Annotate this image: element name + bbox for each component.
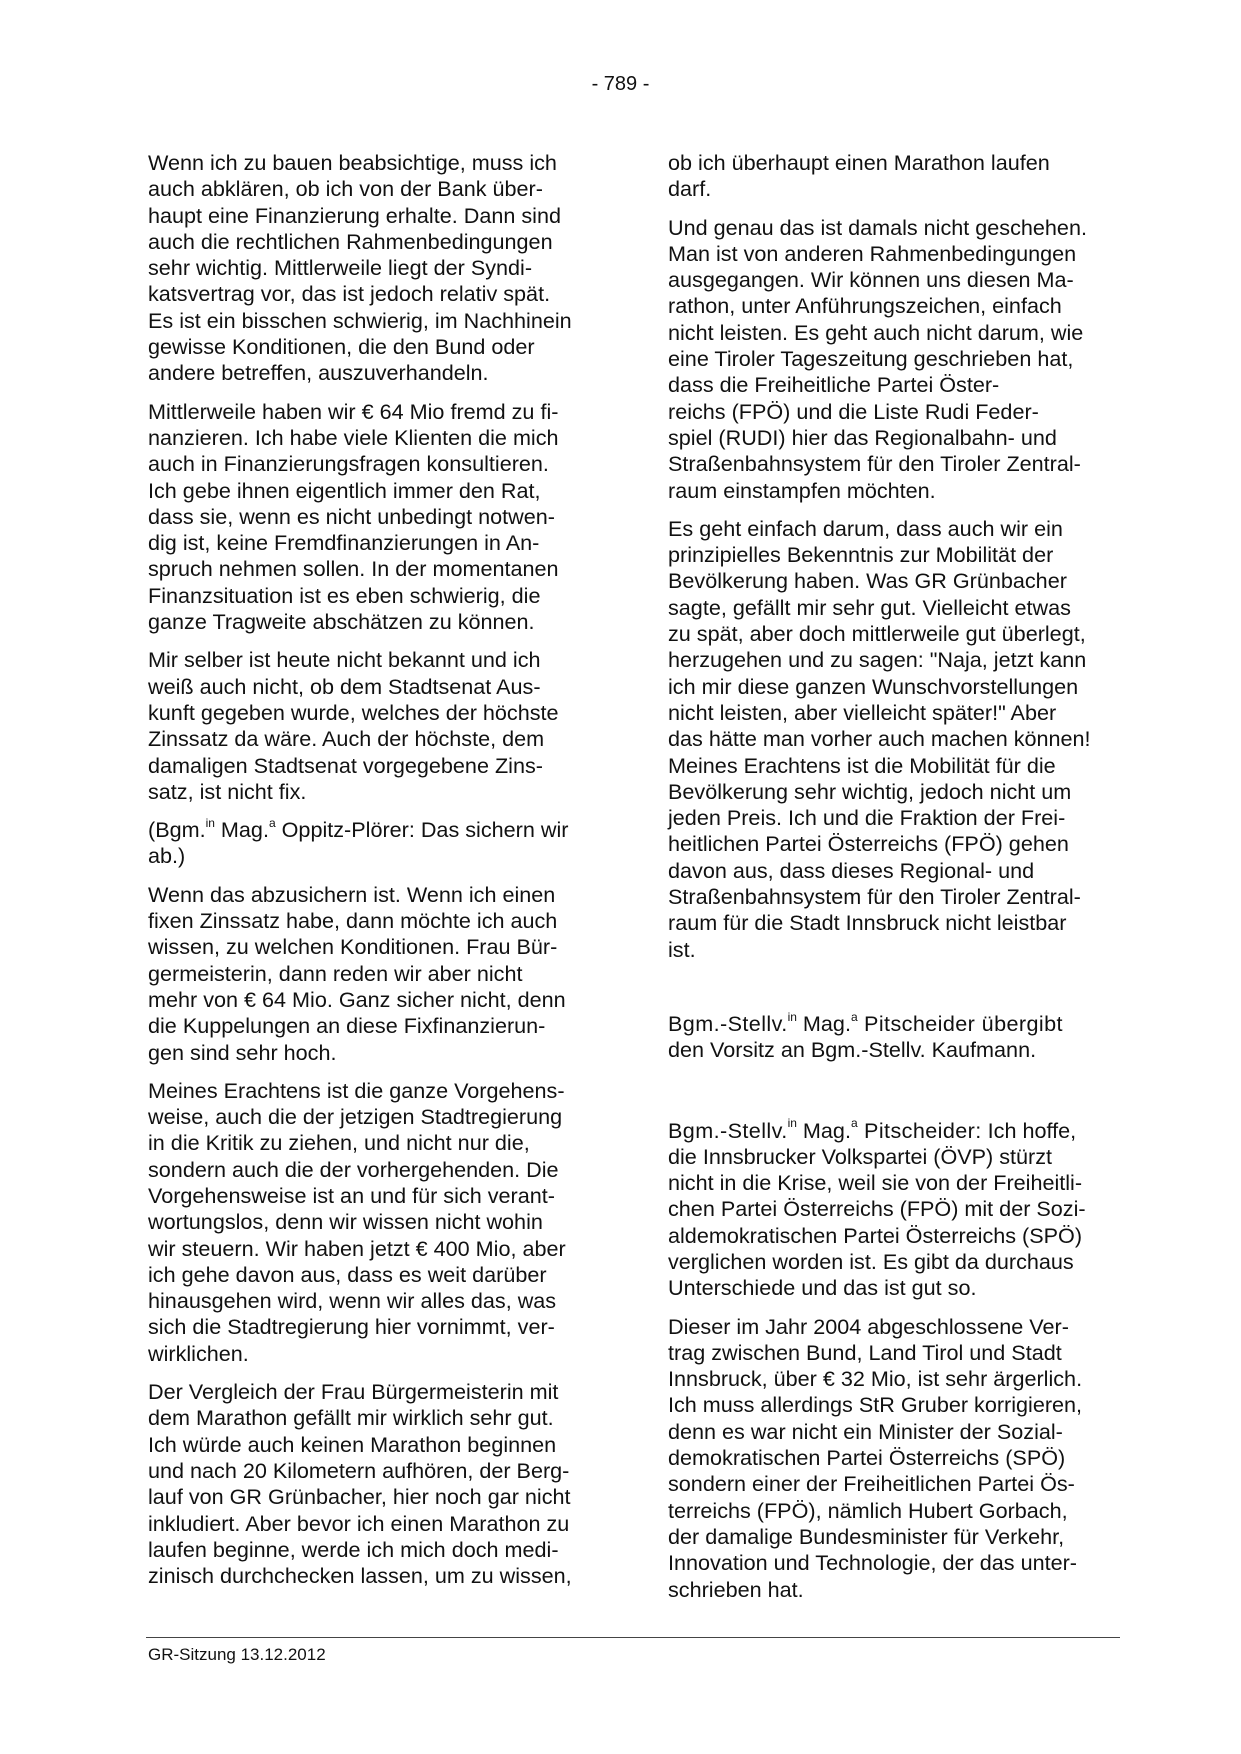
text-line: weise, auch die der jetzigen Stadtregierung [148, 1104, 563, 1130]
text-line: wissen, zu welchen Konditionen. Frau Bür- [148, 934, 558, 960]
text-line: ob ich überhaupt einen Marathon laufen [668, 150, 1050, 175]
text-line: lauf von GR Grünbacher, hier noch gar nicht [148, 1484, 571, 1510]
text-line: das hätte man vorher auch machen können! [668, 726, 1091, 752]
text-line: und nach 20 Kilometern aufhören, der Berg- [148, 1457, 570, 1483]
text-line: Wenn ich zu bauen beabsichtige, muss ich [148, 150, 557, 175]
text-line: spruch nehmen sollen. In der momentanen [148, 556, 559, 582]
text-line: Mir selber ist heute nicht bekannt und ich [148, 647, 541, 673]
text-line: heitlichen Partei Österreichs (FPÖ) gehen [668, 831, 1069, 857]
text-line: auch in Finanzierungsfragen konsultieren. [148, 451, 549, 477]
text-line: nicht leisten. Es geht auch nicht darum, wie [668, 319, 1084, 345]
text-line: verglichen worden ist. Es gibt da durchaus [668, 1248, 1074, 1274]
text-line: inkludiert. Aber bevor ich einen Marathon zu [148, 1510, 570, 1536]
text-line: eine Tiroler Tageszeitung geschrieben hat, [668, 346, 1074, 372]
paragraph [148, 150, 608, 387]
text-line: ausgegangen. Wir können uns diesen Ma- [668, 267, 1074, 293]
text-line: hinausgehen wird, wenn wir alles das, was [148, 1288, 557, 1314]
chair-handover-note [668, 1011, 1128, 1064]
text-line: Finanzsituation ist es eben schwierig, die [148, 582, 541, 608]
left-column [148, 150, 608, 1601]
speaker-title: Bgm.-Stellv. [668, 1117, 788, 1143]
speaker-title: Bgm.-Stellv. [668, 1010, 788, 1036]
text-line: Bevölkerung sehr wichtig, jedoch nicht um [668, 778, 1072, 804]
speaker-name: Pitscheider: [857, 1117, 982, 1143]
text-line: sondern einer der Freiheitlichen Partei Ös- [668, 1471, 1075, 1497]
text-line: fixen Zinssatz habe, dann möchte ich auch [148, 908, 558, 934]
text-line: Innovation und Technologie, der das unter- [668, 1550, 1077, 1576]
text-line: dass sie, wenn es nicht unbedingt notwen- [148, 503, 555, 529]
text-line: Meines Erachtens ist die ganze Vorgehens- [148, 1077, 565, 1103]
text-line: sehr wichtig. Mittlerweile liegt der Syndi- [148, 255, 533, 281]
text-line: Innsbruck, über € 32 Mio, ist sehr ärgerlich. [668, 1366, 1083, 1392]
text-line: Wenn das abzusichern ist. Wenn ich einen [148, 881, 556, 907]
text-line: gen sind sehr hoch. [148, 1039, 337, 1065]
text-line: nanzieren. Ich habe viele Klienten die mich [148, 424, 559, 450]
speaker-title: Mag. [796, 1010, 851, 1036]
text-line: in die Kritik zu ziehen, und nicht nur die, [148, 1130, 530, 1156]
text-line: darf. [668, 176, 712, 202]
text-line: ab.) [148, 843, 186, 869]
superscript: in [787, 1116, 797, 1131]
text-line: Straßenbahnsystem für den Tiroler Zentral- [668, 451, 1081, 477]
handover-line [668, 1011, 1128, 1037]
text-line: ist. [668, 936, 696, 962]
text-line: Ich gebe ihnen eigentlich immer den Rat, [148, 477, 541, 503]
speech-text: Ich hoffe, [981, 1117, 1077, 1143]
speech-paragraph [668, 1118, 1128, 1302]
text-line: reichs (FPÖ) und die Liste Rudi Feder- [668, 398, 1039, 424]
text-line: wortungslos, denn wir wissen nicht wohin [148, 1209, 543, 1235]
text-line: katsvertrag vor, das ist jedoch relativ spät. [148, 281, 551, 307]
text-line: gewisse Konditionen, die den Bund oder [148, 334, 535, 360]
text-line: Vorgehensweise ist an und für sich verant- [148, 1182, 555, 1208]
text-line: ganze Tragweite abschätzen zu können. [148, 609, 535, 635]
text-line: sich die Stadtregierung hier vornimmt, ver- [148, 1314, 555, 1340]
text-line: laufen beginne, werde ich mich doch medi- [148, 1536, 559, 1562]
text-line: die Kuppelungen an diese Fixfinanzierun- [148, 1013, 546, 1039]
superscript: a [850, 1116, 858, 1131]
paragraph [668, 516, 1128, 963]
paragraph [148, 882, 608, 1066]
text-line: demokratischen Partei Österreichs (SPÖ) [668, 1445, 1066, 1471]
text-line: Der Vergleich der Frau Bürgermeisterin mit [148, 1379, 559, 1405]
text-line: Dieser im Jahr 2004 abgeschlossene Ver- [668, 1313, 1069, 1339]
text-line: Zinssatz da wäre. Auch der höchste, dem [148, 726, 545, 752]
text-line: Ich muss allerdings StR Gruber korrigieren, [668, 1392, 1083, 1418]
paragraph [148, 1379, 608, 1589]
paragraph [148, 399, 608, 636]
text-line: kunft gegeben wurde, welches der höchste [148, 699, 559, 725]
text-line: mehr von € 64 Mio. Ganz sicher nicht, denn [148, 986, 566, 1012]
text-line: Bevölkerung haben. Was GR Grünbacher [668, 568, 1067, 594]
text-line: germeisterin, dann reden wir aber nicht [148, 960, 523, 986]
text-line: schrieben hat. [668, 1576, 804, 1602]
text-line: weiß auch nicht, ob dem Stadtsenat Aus- [148, 673, 541, 699]
text-line: ich mir diese ganzen Wunschvorstellungen [668, 673, 1079, 699]
text-line: Und genau das ist damals nicht geschehen. [668, 214, 1087, 240]
text-line: Man ist von anderen Rahmenbedingungen [668, 240, 1077, 266]
superscript: a [268, 815, 276, 830]
text-line: nicht in die Krise, weil sie von der Freiheitli- [668, 1170, 1083, 1196]
superscript: a [850, 1009, 858, 1024]
footer-divider [146, 1637, 1120, 1638]
text-line: dass die Freiheitliche Partei Öster- [668, 372, 1000, 398]
text-line: Unterschiede und das ist gut so. [668, 1275, 977, 1301]
text-line: trag zwischen Bund, Land Tirol und Stadt [668, 1339, 1062, 1365]
text-line: zu spät, aber doch mittlerweile gut überlegt, [668, 621, 1086, 647]
text-line: nicht leisten, aber vielleicht später!" Aber [668, 699, 1057, 725]
text-line: raum einstampfen möchten. [668, 477, 936, 503]
text-line: auch die rechtlichen Rahmenbedingungen [148, 228, 553, 254]
speaker-line [668, 1118, 1128, 1144]
text-line: rathon, unter Anführungszeichen, einfach [668, 293, 1062, 319]
text-line: zinisch durchchecken lassen, um zu wissen, [148, 1563, 572, 1589]
footer-session-date: GR-Sitzung 13.12.2012 [148, 1645, 326, 1664]
text-line: Meines Erachtens ist die Mobilität für die [668, 752, 1056, 778]
speaker-title: Mag. [796, 1117, 851, 1143]
paragraph [148, 647, 608, 805]
text-line: sondern auch die der vorhergehenden. Die [148, 1156, 559, 1182]
text-line: damaligen Stadtsenat vorgegebene Zins- [148, 752, 543, 778]
text-line: dem Marathon gefällt mir wirklich sehr gut. [148, 1405, 554, 1431]
text-line: dig ist, keine Fremdfinanzierungen in An- [148, 530, 540, 556]
superscript: in [787, 1009, 797, 1024]
text-line: prinzipielles Bekenntnis zur Mobilität der [668, 542, 1054, 568]
text-line: denn es war nicht ein Minister der Sozial- [668, 1418, 1063, 1444]
text-line: wirklichen. [148, 1340, 249, 1366]
interjection-text: Oppitz-Plörer: Das sichern wir [275, 817, 569, 843]
paragraph [668, 215, 1128, 504]
text-line: wir steuern. Wir haben jetzt € 400 Mio, aber [148, 1235, 566, 1261]
interjection-line [148, 817, 608, 843]
text-line: andere betreffen, auszuverhandeln. [148, 360, 489, 386]
text-line: herzugehen und zu sagen: "Naja, jetzt kann [668, 647, 1087, 673]
text-line: auch abklären, ob ich von der Bank über- [148, 176, 543, 202]
text-line: Es geht einfach darum, dass auch wir ein [668, 515, 1063, 541]
paragraph [668, 150, 1128, 203]
superscript: in [205, 815, 215, 830]
speaker-title: (Bgm. [148, 817, 206, 843]
text-line: Mittlerweile haben wir € 64 Mio fremd zu fi- [148, 398, 559, 424]
text-line: der damalige Bundesminister für Verkehr, [668, 1523, 1065, 1549]
text-line: Ich würde auch keinen Marathon beginnen [148, 1431, 557, 1457]
paragraph [148, 1078, 608, 1367]
text-line: Straßenbahnsystem für den Tiroler Zentral- [668, 884, 1081, 910]
text-line: den Vorsitz an Bgm.-Stellv. Kaufmann. [668, 1037, 1037, 1063]
handover-text: Pitscheider übergibt [857, 1010, 1063, 1036]
text-line: haupt eine Finanzierung erhalte. Dann sind [148, 202, 561, 228]
right-column [668, 150, 1128, 1615]
text-line: raum für die Stadt Innsbruck nicht leistbar [668, 910, 1067, 936]
interjection [148, 817, 608, 870]
text-line: davon aus, dass dieses Regional- und [668, 857, 1035, 883]
text-line: Es ist ein bisschen schwierig, im Nachhinein [148, 307, 572, 333]
text-line: satz, ist nicht fix. [148, 778, 307, 804]
text-line: terreichs (FPÖ), nämlich Hubert Gorbach, [668, 1497, 1068, 1523]
text-line: jeden Preis. Ich und die Fraktion der Frei- [668, 805, 1066, 831]
text-line: die Innsbrucker Volkspartei (ÖVP) stürzt [668, 1143, 1053, 1169]
speaker-title: Mag. [214, 817, 269, 843]
text-line: chen Partei Österreichs (FPÖ) mit der Sozi- [668, 1196, 1086, 1222]
text-line: aldemokratischen Partei Österreichs (SPÖ) [668, 1222, 1083, 1248]
text-line: spiel (RUDI) hier das Regionalbahn- und [668, 424, 1057, 450]
page-number: - 789 - [591, 73, 650, 95]
paragraph [668, 1314, 1128, 1603]
text-line: ich gehe davon aus, dass es weit darüber [148, 1261, 547, 1287]
text-line: sagte, gefällt mir sehr gut. Vielleicht etwas [668, 594, 1071, 620]
